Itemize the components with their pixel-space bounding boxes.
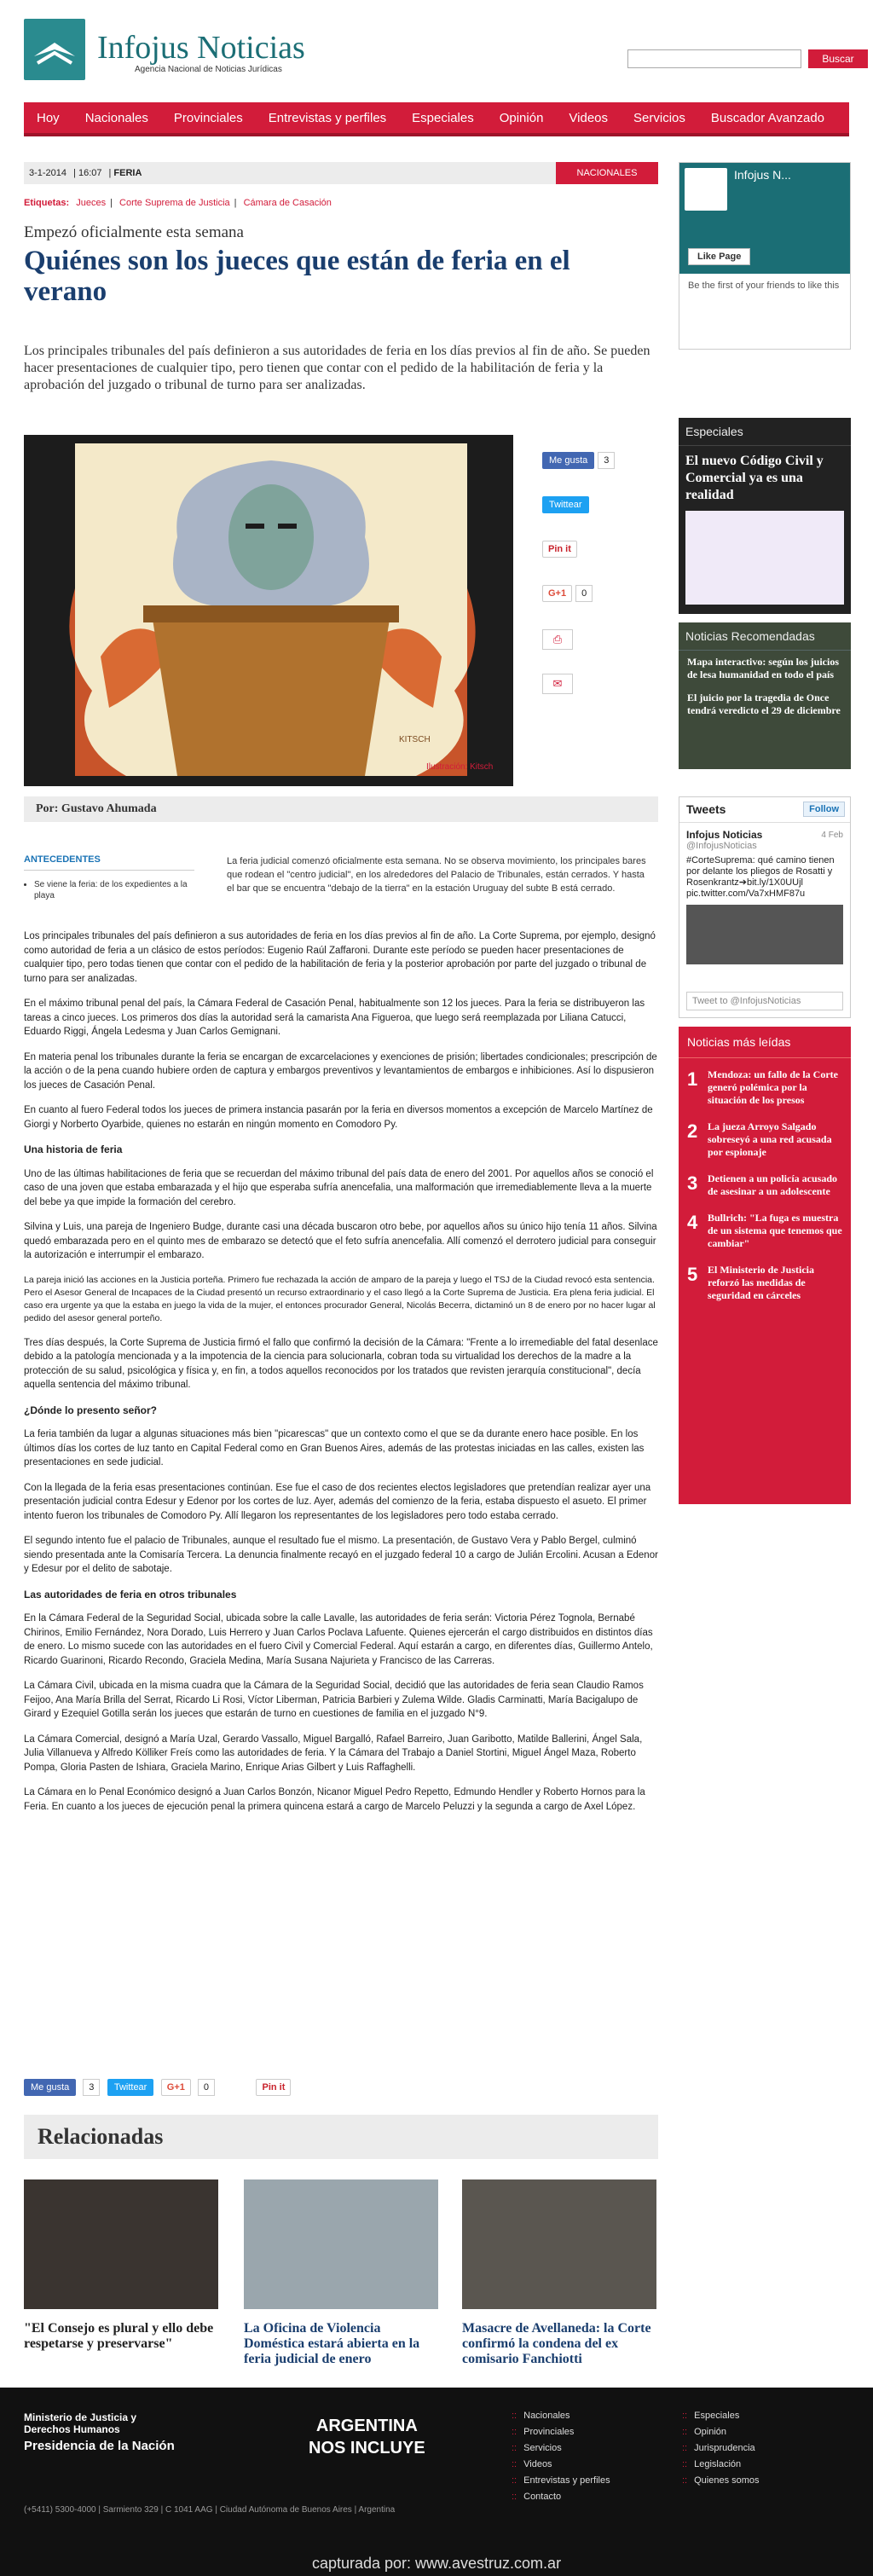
googleplus-count: 0 xyxy=(575,585,593,602)
mas-leida-link[interactable]: Bullrich: "La fuga es muestra de un sistema que tenemos que cambiar" xyxy=(708,1212,842,1249)
footer-link[interactable]: :: Legislación xyxy=(682,2457,835,2473)
tag-link[interactable]: Cámara de Casación xyxy=(243,198,332,208)
nav-item-videos[interactable]: Videos xyxy=(569,110,609,125)
mas-leida-item[interactable] xyxy=(679,1058,851,1110)
paragraph: En el máximo tribunal penal del país, la Cámara Federal de Casación Penal, habitualmente son 12 los jueces. Para la feria se distribuyeron las tareas a cinco jueces. Los primeros dos días la autoridad será la camarista Ana Figueroa, que luego será reemplazada por Liliana Catucci, Eduardo Riggi, Ángela Ledesma y Juan Carlos Gemignani. xyxy=(24,999,645,1037)
rank-number: 4 xyxy=(687,1212,698,1233)
article-author: Por: Gustavo Ahumada xyxy=(24,796,658,822)
antecedentes-link[interactable]: • Se viene la feria: de los expedientes a la playa xyxy=(34,879,194,901)
nav-item-entrevistas[interactable]: Entrevistas y perfiles xyxy=(268,110,387,125)
nav-item-especiales[interactable]: Especiales xyxy=(412,110,474,125)
footer-ministerio[interactable]: Ministerio de Justicia y Derechos Humanos xyxy=(24,2411,137,2435)
tweet-to-input[interactable]: Tweet to @InfojusNoticias xyxy=(686,992,843,1010)
footer-address: (+5411) 5300-4000 | Sarmiento 329 | C 1041 AAG | Ciudad Autónoma de Buenos Aires | Argentina xyxy=(24,2505,396,2515)
mas-leida-item[interactable] xyxy=(679,1201,851,1253)
capture-credit: capturada por: www.avestruz.com.ar xyxy=(311,2555,562,2572)
logo-text[interactable]: Infojus Noticias xyxy=(97,30,305,66)
paragraph: Silvina y Luis, una pareja de Ingeniero Budge, durante casi una década buscaron otro bebe, por aquellos años su único hijo tenía 11 años. Silvina quedó embarazada pero en el quinto mes de embarazo se detectó que el feto sufría anencefalia. Allí comenzó el derrotero judicial para conseguir la autorización e interrumpir el embarazo. xyxy=(24,1222,657,1260)
tweet-item[interactable] xyxy=(679,823,850,971)
category-badge[interactable]: NACIONALES xyxy=(556,162,658,184)
nav-item-provinciales[interactable]: Provinciales xyxy=(173,110,243,125)
footer-link[interactable]: :: Jurisprudencia xyxy=(682,2440,835,2457)
site-footer xyxy=(0,2388,873,2576)
footer-link[interactable]: :: Contacto xyxy=(512,2489,665,2505)
paragraph: La Cámara Comercial, designó a María Uzal, Gerardo Vassallo, Miguel Bargalló, Rafael Barreiro, Juan Garibotto, Matilde Ballerini, Ángel Sala, Julia Villanueva y Alfredo Kölliker Freís como las autoridades de feria. Y la Cámara del Trabajo a Daniel Stortini, Miguel Ángel Maza, Roberto Pompa, Gloria Pasten de Ishiara, Graciela Marino, Enrique Arias Gilbert y Luis Raffaghelli. xyxy=(24,1734,643,1773)
footer-link[interactable]: :: Opinión xyxy=(682,2424,835,2440)
rank-number: 5 xyxy=(687,1264,698,1285)
pinterest-button[interactable]: Pin it xyxy=(256,2079,291,2096)
tweet-author[interactable]: Infojus Noticias xyxy=(686,829,763,841)
googleplus-button[interactable]: G+1 xyxy=(542,585,572,602)
mas-leida-link[interactable]: Detienen a un policía acusado de asesinar a un adolescente xyxy=(708,1172,838,1197)
footer-argentina-logo xyxy=(309,2415,425,2459)
footer-presidencia[interactable]: Presidencia de la Nación xyxy=(24,2439,175,2453)
search-input[interactable] xyxy=(627,49,801,68)
facebook-like-button[interactable]: Me gusta xyxy=(24,2079,76,2096)
footer-col-2 xyxy=(682,2408,835,2489)
svg-text:KITSCH: KITSCH xyxy=(399,735,431,744)
fb-like-page-button[interactable]: Like Page xyxy=(688,248,750,265)
mas-leida-item[interactable] xyxy=(679,1253,851,1305)
mas-leida-link[interactable]: Mendoza: un fallo de la Corte generó polémica por la situación de los presos xyxy=(708,1068,838,1106)
related-item[interactable] xyxy=(24,2179,218,2352)
paragraph: En cuanto al fuero Federal todos los jueces de primera instancia pasarán por la feria en diversos momentos a excepción de Marcelo Martínez de Giorgi y Norberto Oyarbide, quienes no estarán en ningún momento en Comodoro Py. xyxy=(24,1105,653,1130)
footer-link[interactable]: :: Videos xyxy=(512,2457,665,2473)
logo-subtitle: Agencia Nacional de Noticias Jurídicas xyxy=(135,65,282,74)
mas-leida-item[interactable] xyxy=(679,1162,851,1201)
paragraph: Uno de las últimas habilitaciones de feria que se recuerdan del máximo tribunal del país data de enero del 2001. Por aquellos años se conoció el caso de una joven que estaba embarazada y el hijo que esperaba sufría anencefalia, una malformación que irremediablemente lleva a la muerte del bebe ya que impide la formación del cerebro. xyxy=(24,1168,654,1207)
logo-icon[interactable] xyxy=(24,19,85,80)
article-intro: La feria judicial comenzó oficialmente esta semana. No se observa movimiento, los principales bares que rodean el "centro judicial", en los alrededores del Palacio de Tribunales, están cerrados. Y hasta el bar que se encuentra "debajo de la tierra" en la estación Uruguay del subte B está cerrado. xyxy=(227,856,646,894)
tags-row: Etiquetas: Jueces | Corte Suprema de Justicia | Cámara de Casación xyxy=(24,198,332,208)
paragraph: La feria también da lugar a algunas situaciones más bien "picarescas" que un contexto como el que se da durante enero hace posible. En los últimos días los cortes de luz tanto en Capital Federal como en Gran Buenos Aires, además de las protestas iniciadas en las calles, existen las presentaciones en sede judicial. xyxy=(24,1429,645,1467)
related-header: Relacionadas xyxy=(24,2115,658,2159)
article-body xyxy=(24,929,658,1825)
subheading: ¿Dónde lo presento señor? xyxy=(24,1404,158,1416)
tweet-text: #CorteSuprema: qué camino tienen por delante los pliegos de Rosatti y Rosenkrantz➔bit.ly/1X0UUjl pic.twitter.com/Va7xHMF87u xyxy=(686,855,835,899)
footer-link[interactable]: :: Servicios xyxy=(512,2440,665,2457)
footer-col-1 xyxy=(512,2408,665,2505)
print-icon[interactable]: ⎙ xyxy=(542,629,573,650)
especiales-title: Especiales xyxy=(679,418,851,446)
tweets-title: Tweets xyxy=(686,802,726,816)
especiales-box xyxy=(679,418,851,614)
footer-link[interactable]: :: Nacionales xyxy=(512,2408,665,2424)
article-kicker: Empezó oficialmente esta semana xyxy=(24,223,244,241)
paragraph: La pareja inició las acciones en la Justicia porteña. Primero fue rechazada la acción de amparo de la pareja y luego el TSJ de la Ciudad revocó esta sentencia. Pero el Asesor General de Incapaces de la Ciudad presentó un recurso extraordinario y el caso llegó a la Corte Suprema de Justicia. Era plena feria judicial. El caso era urgente ya que la estaba en juego la vida de la mujer, el entonces procurador General, Nicolás Becerra, dictaminó un 8 de enero por no hacer lugar al pedido del asesor general porteño. xyxy=(24,1274,656,1323)
tweet-handle[interactable]: @InfojusNoticias xyxy=(686,841,757,851)
related-title[interactable]: La Oficina de Violencia Doméstica estará abierta en la feria judicial de enero xyxy=(244,2321,420,2366)
recomendada-link[interactable]: Mapa interactivo: según los juicios de lesa humanidad en todo el país xyxy=(687,656,839,680)
paragraph: La Cámara Civil, ubicada en la misma cuadra que la Cámara de la Seguridad Social, decidió que las autoridades de feria sean Claudio Ramos Feijoo, Ana María Brilla del Serrat, Ricardo Li Rosi, Víctor Liberman, Patricia Barbieri y Zulema Wilde. Gladis Carminatti, María Bacigalupo de Girard y Ezequiel Gotilla serán los jueces que estarán de turno en cuestiones de familia en el juzgado N°9. xyxy=(24,1681,644,1719)
nav-item-nacionales[interactable]: Nacionales xyxy=(84,110,148,125)
article-title: Quiénes son los jueces que están de feria en el verano xyxy=(24,246,570,307)
related-thumbnail[interactable] xyxy=(24,2179,218,2309)
related-item[interactable] xyxy=(462,2179,656,2367)
fb-page-name[interactable]: Infojus N... xyxy=(734,168,791,182)
footer-argentina-line2: NOS INCLUYE xyxy=(309,2439,425,2457)
main-nav xyxy=(24,102,849,136)
footer-link[interactable]: :: Provinciales xyxy=(512,2424,665,2440)
footer-link[interactable]: :: Quienes somos xyxy=(682,2473,835,2489)
paragraph: La Cámara en lo Penal Económico designó a Juan Carlos Bonzón, Nicanor Miguel Pedro Repetto, Edmundo Hendler y Roberto Hornos para la Feria. En cuanto a los jueces de ejecución penal la primera quincena estará a cargo de Marcelo Peluzzi y la segunda a cargo de Axel López. xyxy=(24,1787,645,1812)
tag-link[interactable]: Jueces xyxy=(76,198,107,208)
related-thumbnail[interactable] xyxy=(462,2179,656,2309)
fb-first-text: Be the first of your friends to like this xyxy=(688,281,840,291)
related-thumbnail[interactable] xyxy=(244,2179,438,2309)
twitter-share-button[interactable]: Twittear xyxy=(542,496,589,513)
footer-argentina-line1: ARGENTINA xyxy=(315,2417,418,2435)
nav-item-opinion[interactable]: Opinión xyxy=(499,110,544,125)
rank-number: 1 xyxy=(687,1068,698,1090)
recomendada-link[interactable]: El juicio por la tragedia de Once tendrá veredicto el 29 de diciembre xyxy=(687,692,841,716)
especiales-image[interactable] xyxy=(685,511,844,605)
mas-leida-link[interactable]: La jueza Arroyo Salgado sobreseyó a una red acusada por espionaje xyxy=(708,1120,832,1158)
related-title[interactable]: Masacre de Avellaneda: la Corte confirmó la condena del ex comisario Fanchiotti xyxy=(462,2321,651,2366)
article-date: 3-1-2014 xyxy=(29,168,67,178)
facebook-like-button[interactable]: Me gusta xyxy=(542,452,594,469)
recomendadas-title: Noticias Recomendadas xyxy=(679,622,851,651)
footer-link[interactable]: :: Entrevistas y perfiles xyxy=(512,2473,665,2489)
twitter-widget xyxy=(679,796,851,1018)
tweet-image[interactable] xyxy=(686,905,843,964)
twitter-follow-button[interactable]: Follow xyxy=(803,802,845,817)
site-header xyxy=(24,19,854,87)
photo-caption: Ilustración: Kitsch xyxy=(426,762,494,772)
facebook-like-count: 3 xyxy=(83,2079,100,2096)
article-time: 16:07 xyxy=(78,168,102,178)
footer-link[interactable]: :: Especiales xyxy=(682,2408,835,2424)
article-illustration xyxy=(24,435,513,786)
pinterest-button[interactable]: Pin it xyxy=(542,541,577,558)
rank-number: 3 xyxy=(687,1172,698,1194)
article-meta-bar: 3-1-2014 | 16:07 | FERIA NACIONALES xyxy=(24,162,658,184)
antecedentes-box xyxy=(24,854,194,901)
mas-leida-item[interactable] xyxy=(679,1110,851,1162)
antecedentes-title: ANTECEDENTES xyxy=(24,854,194,871)
related-item[interactable] xyxy=(244,2179,438,2367)
mail-icon[interactable]: ✉ xyxy=(542,674,573,694)
especiales-link[interactable]: El nuevo Código Civil y Comercial ya es una realidad xyxy=(685,454,824,502)
paragraph: Tres días después, la Corte Suprema de Justicia firmó el fallo que confirmó la decisión de la Cámara: "Frente a lo irremediable del fatal desenlace debido a la patología mencionada y a la impotencia de la ciencia para solucionarla, cobran toda su virtualidad los derechos de la madre a la protección de su salud, psicológica y física y, en fin, a todos aquellos reconocidos por los tratados que revisten jerarquía constitucional", decía aquella sentencia del máximo tribunal. xyxy=(24,1337,658,1390)
rank-number: 2 xyxy=(687,1120,698,1142)
subheading: Las autoridades de feria en otros tribunales xyxy=(24,1588,237,1601)
recomendadas-box xyxy=(679,622,851,769)
facebook-like-count: 3 xyxy=(598,452,615,469)
page-logo-icon[interactable] xyxy=(685,168,727,211)
paragraph: En la Cámara Federal de la Seguridad Social, ubicada sobre la calle Lavalle, las autoridades de feria serán: Victoria Pérez Tognola, Bernabé Chirinos, Emilio Fernández, Nora Dorado, Luis Herrero y Juan Carlos Poclava Lafuente. Quienes ejercerán el cargo distribuidos en distintos días de enero. Lo mismo sucede con las autoridades en el fuero Civil y Comercial Federal. Aquí estarán a cargo, en diferentes días, Guillermo Antelo, Ricardo Guarinoni, Ricardo Recondo, Graciela Medina, María Susana Najurieta y Francisco de las Carreras. xyxy=(24,1613,653,1666)
paragraph: En materia penal los tribunales durante la feria se encargan de excarcelaciones y exenciones de prisión; libertades condicionales; prescripción de la acción o de la pena cuando hubiere orden de captura y embargos preventivos y levantamientos de embargos e inhibiciones. Así lo dispusieron los jueces de Casación Penal. xyxy=(24,1051,657,1091)
share-column xyxy=(542,452,636,718)
nav-item-servicios[interactable]: Servicios xyxy=(633,110,685,125)
paragraph: Los principales tribunales del país definieron a sus autoridades de feria en los días previos al fin de año. La Corte Suprema, por ejemplo, designó como autoridad de feria a un clásico de estos períodos: Eugenio Raúl Zaffaroni. Durante este período se pueden hacer presentaciones de cualquier tipo, pero todas tienen que contar con el pedido de la habilitación de feria y la posterior aprobación por parte del juzgado o tribunal de turno para ser analizadas. xyxy=(24,931,656,984)
googleplus-count: 0 xyxy=(198,2079,215,2096)
mas-leida-link[interactable]: El Ministerio de Justicia reforzó las medidas de seguridad en cárceles xyxy=(708,1264,814,1301)
nav-item-hoy[interactable]: Hoy xyxy=(37,110,60,125)
article-lead: Los principales tribunales del país definieron a sus autoridades de feria en los días previos al fin de año. Se pueden hacer presentaciones de cualquier tipo, pero tienen que contar con el pedido de la habilitación de feria y la aprobación del juzgado o tribunal de turno para ser analizadas. xyxy=(24,344,650,392)
paragraph: Con la llegada de la feria esas presentaciones continúan. Ese fue el caso de dos recientes electos legisladores que pretendían realizar ayer una presentación judicial contra Edesur y Edenor por los cortes de luz. Ayer, además del comienzo de la feria, estaba dispuesto el asueto. El primer intento fueron los tribunales de Comodoro Py. Allí llegaron los representantes de los legisladores pero todo estaba cerrado. xyxy=(24,1482,651,1521)
mas-leidas-box xyxy=(679,1027,851,1504)
twitter-share-button[interactable]: Twittear xyxy=(107,2079,154,2096)
googleplus-button[interactable]: G+1 xyxy=(161,2079,191,2096)
mas-leidas-title: Noticias más leídas xyxy=(679,1027,851,1058)
search-button[interactable]: Buscar xyxy=(808,49,868,68)
related-title[interactable]: "El Consejo es plural y ello debe respetarse y preservarse" xyxy=(24,2321,214,2351)
article-section: FERIA xyxy=(113,168,142,178)
nav-item-buscador[interactable]: Buscador Avanzado xyxy=(710,110,825,125)
paragraph: El segundo intento fue el palacio de Tribunales, aunque el resultado fue el mismo. La presentación, de Gustavo Vera y Pablo Bergel, culminó siendo presentada ante la Comisaría Tercera. La denuncia finalmente recayó en el juzgado federal 10 a cargo de Julián Ercolini. Acusan a Edenor y Edesur por el delito de sabotaje. xyxy=(24,1536,658,1574)
share-bottom-row xyxy=(24,2079,658,2096)
tag-link[interactable]: Corte Suprema de Justicia xyxy=(119,198,230,208)
tweet-date: 4 Feb xyxy=(821,831,843,840)
tags-label: Etiquetas: xyxy=(24,198,70,208)
subheading: Una historia de feria xyxy=(24,1143,123,1155)
facebook-page-widget xyxy=(679,162,851,350)
